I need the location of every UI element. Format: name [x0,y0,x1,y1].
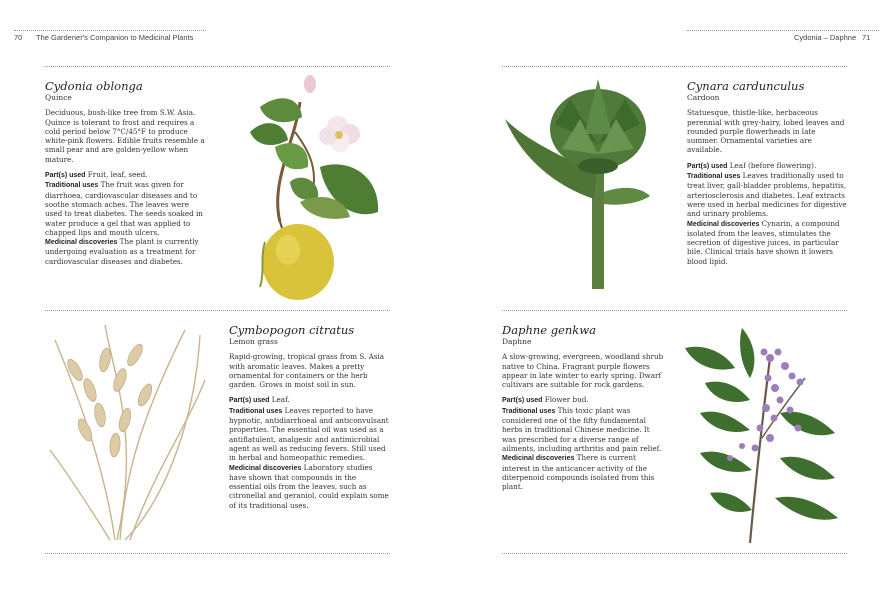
entry-common-name: Quince [45,93,72,102]
entry-parts-used [45,170,205,180]
entry-latin-name: Cymbopogon citratus [229,323,355,337]
right-page-number: 71 [862,33,871,42]
traditional-uses-label: Traditional uses [687,173,741,181]
parts-used-value: Leaf (before flowering). [729,160,817,170]
entry-medicinal-discoveries [229,463,389,510]
entry-common-name: Lemon grass [229,337,278,346]
entry-medicinal-discoveries [687,219,847,266]
medicinal-discoveries-label: Medicinal discoveries [45,239,118,247]
left-running-title: The Gardener's Companion to Medicinal Plants [36,33,194,42]
entry-common-name: Cardoon [687,93,720,102]
medicinal-discoveries-value: Cynarin, a compound isolated from the leaves, stimulates the secretion of digestive juices, in particular bile. Clinical trials have shown it lowers blood lipid. [687,218,840,266]
traditional-uses-value: This toxic plant was considered one of the fifty fundamental herbs in traditional Chinese medicine. It was prescribed for a diverse range of ailments, including arthritis and pain relief. [502,405,662,453]
parts-used-label: Part(s) used [229,397,270,405]
traditional-uses-label: Traditional uses [229,407,283,415]
parts-used-label: Part(s) used [687,162,728,170]
entry-medicinal-discoveries [45,237,205,266]
entry-medicinal-discoveries [502,453,664,491]
lemon-grass-illustration [45,320,215,545]
entry-description: A slow-growing, evergreen, woodland shrub native to China. Fragrant purple flowers appear in late winter to early spring. Dwarf cultivars are suitable for rock gardens. [502,352,664,390]
medicinal-discoveries-label: Medicinal discoveries [687,220,760,228]
rule-left-top [45,66,390,67]
entry-traditional-uses [229,406,389,463]
entry-cydonia-oblonga [45,80,205,266]
traditional-uses-value: Leaves reported to have hypnotic, antidiarrhoeal and anticonvulsant properties. The essential oil was used as a antiflatulent, analgesic and antimicrobial agent as well as reducing fevers. Still used in herbal and homeopathic remedies. [229,405,389,463]
parts-used-label: Part(s) used [45,172,86,180]
medicinal-discoveries-label: Medicinal discoveries [502,455,575,463]
left-header-rule [14,30,206,31]
entry-latin-name: Daphne genkwa [502,323,596,337]
traditional-uses-value: The fruit was given for diarrhoea, cardiovascular diseases and to soothe stomach aches. The leaves were used to treat diabetes. The seeds soaked in water produce a gel that was applied to chapped lips and mouth ulcers. [45,180,203,237]
left-page-number: 70 [14,33,23,42]
entry-description: Statuesque, thistle-like, herbaceous perennial with grey-hairy, lobed leaves and rounded purple flowerheads in late summer. Ornamental varieties are available. [687,108,845,155]
medicinal-discoveries-value: There is current interest in the anticancer activity of the diterpenoid compounds isolated from this plant. [502,453,655,492]
entry-description: Deciduous, bush-like tree from S.W. Asia. Quince is tolerant to frost and requires a cold period below 7°C/45°F to produce white-pink flowers. Edible fruits resemble a small pear and are golden-yellow when mature. [45,108,205,164]
rule-left-bottom [45,553,390,554]
parts-used-value: Leaf. [271,395,290,405]
daphne-illustration [680,318,845,548]
traditional-uses-label: Traditional uses [45,182,99,190]
entry-latin-name: Cydonia oblonga [45,79,143,93]
entry-daphne-genkwa [502,324,664,491]
entry-cynara-cardunculus [687,80,847,266]
parts-used-value: Flower bud. [544,395,589,405]
rule-right-top [502,66,847,67]
entry-parts-used [229,395,389,405]
medicinal-discoveries-label: Medicinal discoveries [229,464,302,472]
medicinal-discoveries-value: Laboratory studies have shown that compounds in the essential oils from the leaves, such as citronellal and geraniol, could explain some of its traditional uses. [229,462,389,510]
medicinal-discoveries-value: The plant is currently undergoing evaluation as a treatment for cardiovascular diseases and diabetes. [45,237,199,266]
entry-traditional-uses [45,180,205,237]
entry-common-name: Daphne [502,337,532,346]
cardoon-illustration [500,74,660,296]
parts-used-label: Part(s) used [502,397,543,405]
daphne-flower-cluster [727,349,804,462]
entry-latin-name: Cynara cardunculus [687,79,805,93]
traditional-uses-label: Traditional uses [502,407,556,415]
quince-blossom [319,116,360,152]
right-running-title: Cydonia – Daphne [794,33,857,42]
entry-description: Rapid-growing, tropical grass from S. Asia with aromatic leaves. Makes a pretty ornamental for containers or the herb garden. Grows in moist soil in sun. [229,352,385,390]
right-header-rule [687,30,879,31]
entry-traditional-uses [687,171,847,218]
rule-right-bottom [502,553,847,554]
entry-traditional-uses [502,406,664,453]
entry-parts-used [502,395,664,405]
entry-cymbopogon-citratus [229,324,389,510]
traditional-uses-value: Leaves traditionally used to treat liver, gall-bladder problems, hepatitis, arteriosclerosis and diabetes. Leaf extracts were used in herbal medicines for digestive and urinary problems. [687,171,847,219]
rule-left-middle [45,310,390,311]
entry-parts-used [687,161,847,171]
parts-used-value: Fruit, leaf, seed. [87,170,148,180]
quince-illustration [240,72,390,304]
rule-right-middle [502,310,847,311]
